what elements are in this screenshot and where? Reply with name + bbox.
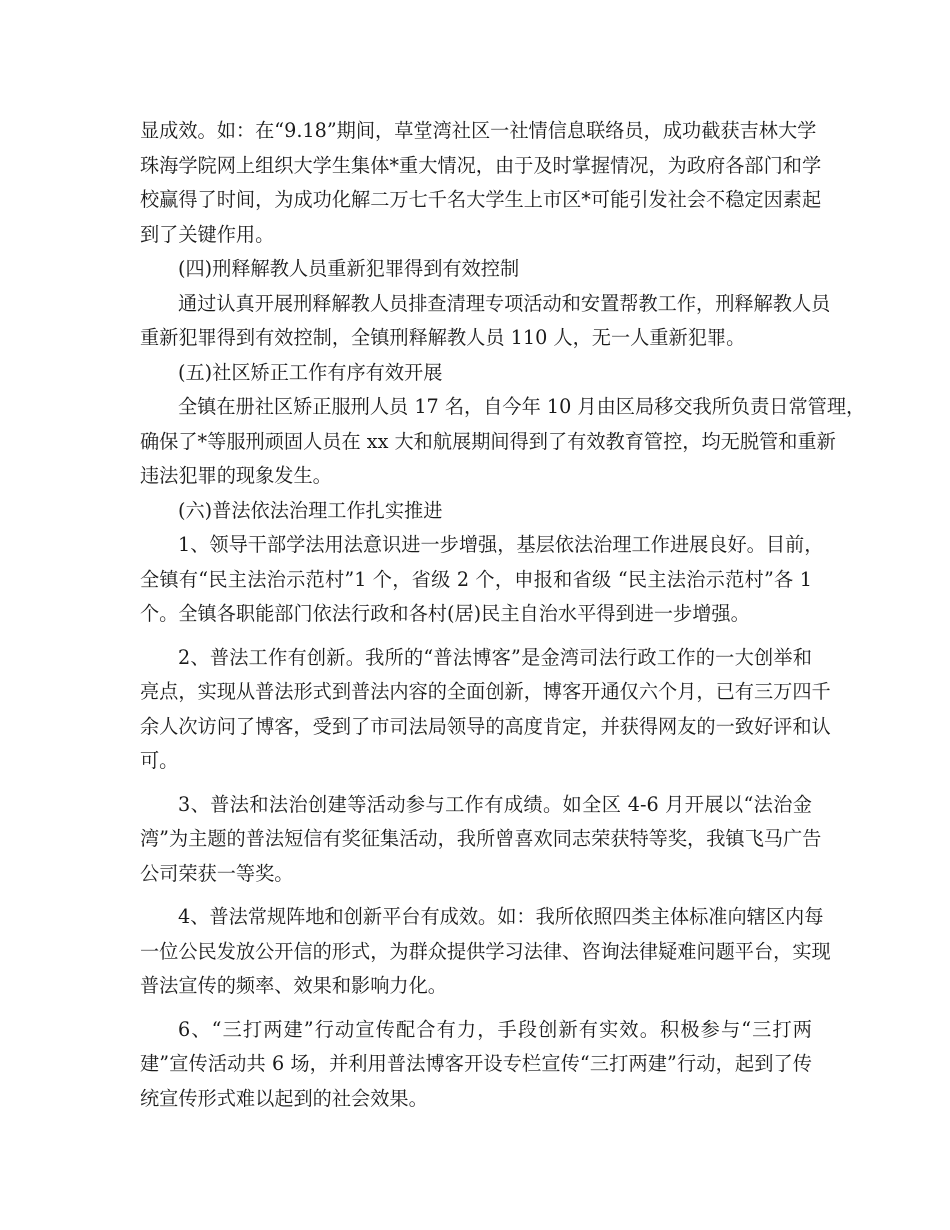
paragraph-p2 [140, 287, 831, 356]
text-line: 个。全镇各职能部门依法行政和各村(居)民主自治水平得到进一步增强。 [140, 602, 750, 625]
paragraph-p4 [140, 528, 824, 632]
text-line: 全镇在册社区矫正服刑人员 17 名，自今年 10 月由区局移交我所负责日常管理， [178, 395, 866, 418]
text-line: 违法犯罪的现象发生。 [140, 464, 332, 487]
text-line: 重新犯罪得到有效控制，全镇刑释解教人员 110 人，无一人重新犯罪。 [140, 326, 746, 349]
text-line: 到了关键作用。 [140, 222, 275, 246]
text-line: 余人次访问了博客，受到了市司法局领导的高度肯定，并获得网友的一致好评和认 [140, 714, 831, 738]
text-line: 统宣传形式难以起到的社会效果。 [140, 1086, 428, 1110]
text-line: 一位公民发放公开信的形式，为群众提供学习法律、咨询法律疑难问题平台，实现 [140, 939, 831, 963]
section-heading-5 [140, 356, 812, 391]
heading-line: (四)刑释解教人员重新犯罪得到有效控制 [178, 257, 520, 280]
text-line: 湾”为主题的普法短信有奖征集活动，我所曾喜欢同志荣获特等奖，我镇飞马广告 [140, 827, 822, 850]
text-line: 通过认真开展刑释解教人员排查清理专项活动和安置帮教工作，刑释解教人员 [178, 291, 831, 315]
text-line: 珠海学院网上组织大学生集体*重大情况，由于及时掌握情况，为政府各部门和学 [140, 153, 822, 177]
paragraph-p8 [140, 1013, 812, 1117]
paragraph-p3 [140, 390, 866, 494]
text-line: 校赢得了时间，为成功化解二万七千名大学生上市区*可能引发社会不稳定因素起 [140, 188, 822, 211]
text-line: 建”宣传活动共 6 场，并利用普法博客开设专栏宣传“三打两建”行动，起到了传 [140, 1052, 812, 1075]
text-line: 4、普法常规阵地和创新平台有成效。如：我所依照四类主体标准向辖区内每 [178, 905, 824, 928]
text-line: 1、领导干部学法用法意识进一步增强，基层依法治理工作进展良好。目前， [178, 533, 824, 556]
section-heading-4 [140, 252, 812, 287]
text-line: 公司荣获一等奖。 [140, 861, 294, 885]
heading-line: (六)普法依法治理工作扎实推进 [178, 498, 443, 522]
text-line: 6、“三打两建”行动宣传配合有力，手段创新有实效。积极参与“三打两 [178, 1017, 812, 1041]
text-line: 普法宣传的频率、效果和影响力化。 [140, 974, 447, 997]
text-line: 可。 [140, 749, 179, 772]
section-heading-6 [140, 494, 812, 529]
paragraph-p7 [140, 900, 831, 1004]
text-line: 确保了*等服刑顽固人员在 xx 大和航展期间得到了有效教育管控，均无脱管和重新 [140, 429, 836, 453]
text-line: 显成效。如：在“9.18”期间，草堂湾社区一社情信息联络员，成功截获吉林大学 [140, 119, 817, 142]
paragraph-p1 [140, 114, 822, 252]
document-body [140, 114, 866, 1116]
paragraph-p6 [140, 788, 822, 892]
text-line: 亮点，实现从普法形式到普法内容的全面创新，博客开通仅六个月，已有三万四千 [140, 680, 831, 703]
text-line: 全镇有“民主法治示范村”1 个，省级 2 个，申报和省级 “民主法治示范村”各 1 [140, 567, 812, 591]
text-line: 2、普法工作有创新。我所的“普法博客”是金湾司法行政工作的一大创举和 [178, 645, 812, 669]
paragraph-p5 [140, 641, 831, 779]
heading-line: (五)社区矫正工作有序有效开展 [178, 360, 443, 384]
text-line: 3、普法和法治创建等活动参与工作有成绩。如全区 4-6 月开展以“法治金 [178, 792, 812, 816]
